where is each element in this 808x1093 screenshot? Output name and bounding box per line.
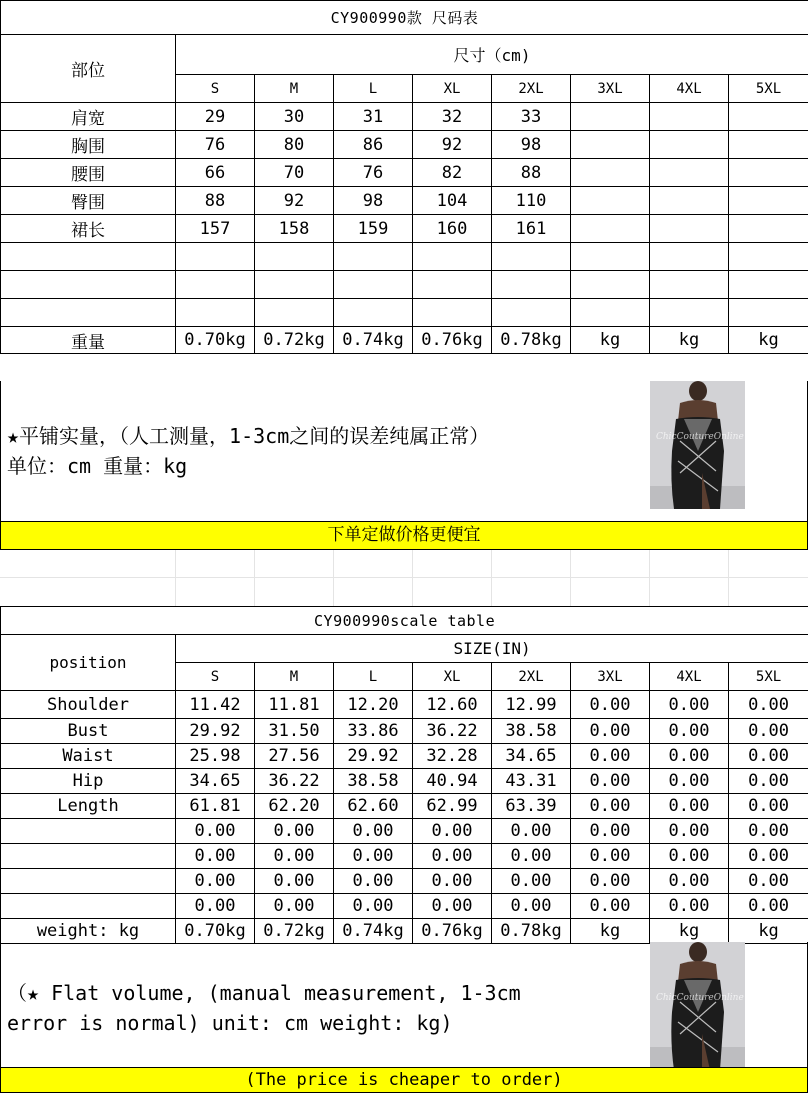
en-row-label: [1, 894, 176, 919]
en-note-line-1: （★ Flat volume, (manual measurement, 1-3cm: [7, 981, 521, 1005]
table-cell: 160: [413, 215, 492, 243]
table-cell: 0.00: [334, 819, 413, 844]
en-row-label: [1, 844, 176, 869]
cn-weight-cell: 0.74kg: [334, 327, 413, 354]
table-cell: 63.39: [492, 794, 571, 819]
cn-row-label: 裙长: [1, 215, 176, 243]
table-cell: 0.00: [571, 691, 650, 719]
en-size-table: [0, 606, 808, 944]
cn-size-header-cell: 2XL: [492, 75, 571, 103]
table-cell: 82: [413, 159, 492, 187]
en-row-label: Hip: [1, 769, 176, 794]
cn-size-header-cell: L: [334, 75, 413, 103]
table-cell: 0.00: [413, 894, 492, 919]
table-row: [1, 844, 808, 869]
table-cell: 0.00: [176, 819, 255, 844]
table-cell: 31.50: [255, 719, 334, 744]
english-size-chart: [0, 606, 808, 1093]
cn-size-header-cell: 5XL: [729, 75, 808, 103]
gap-gridline: [254, 550, 255, 606]
table-cell: 30: [255, 103, 334, 131]
en-promo-banner: (The price is cheaper to order): [0, 1067, 808, 1093]
table-cell: 43.31: [492, 769, 571, 794]
table-cell: [413, 299, 492, 327]
table-cell: 0.00: [650, 769, 729, 794]
cn-weight-cell: 0.78kg: [492, 327, 571, 354]
table-cell: 0.00: [571, 869, 650, 894]
cn-promo-banner: 下单定做价格更便宜: [0, 521, 808, 550]
cn-weight-cell: 0.72kg: [255, 327, 334, 354]
cn-note-block: [0, 381, 808, 522]
gap-gridline: [728, 550, 729, 606]
table-cell: 62.20: [255, 794, 334, 819]
table-cell: [176, 243, 255, 271]
table-cell: 110: [492, 187, 571, 215]
table-cell: 0.00: [255, 819, 334, 844]
table-cell: 157: [176, 215, 255, 243]
table-cell: [571, 159, 650, 187]
table-cell: 61.81: [176, 794, 255, 819]
table-cell: [492, 271, 571, 299]
table-cell: 25.98: [176, 744, 255, 769]
table-cell: [413, 243, 492, 271]
table-row: [1, 794, 808, 819]
cn-note-line-1: ★平铺实量，（人工测量，1-3cm之间的误差纯属正常）: [7, 424, 490, 448]
cn-weight-cell: kg: [650, 327, 729, 354]
table-row: [1, 691, 808, 719]
table-cell: 0.00: [729, 744, 808, 769]
table-cell: 27.56: [255, 744, 334, 769]
table-cell: 0.00: [334, 894, 413, 919]
table-row: [1, 894, 808, 919]
cn-note: [7, 421, 489, 481]
table-cell: [729, 131, 808, 159]
table-cell: 36.22: [255, 769, 334, 794]
table-cell: 86: [334, 131, 413, 159]
table-cell: [492, 243, 571, 271]
cn-weight-cell: 0.76kg: [413, 327, 492, 354]
table-cell: 0.00: [571, 769, 650, 794]
table-cell: 88: [492, 159, 571, 187]
table-cell: 0.00: [729, 794, 808, 819]
table-cell: [729, 271, 808, 299]
table-cell: 0.00: [650, 869, 729, 894]
table-cell: [729, 299, 808, 327]
en-table-title: CY900990scale table: [1, 607, 808, 635]
table-cell: 29.92: [176, 719, 255, 744]
cn-size-header-cell: M: [255, 75, 334, 103]
en-size-header-cell: 4XL: [650, 663, 729, 691]
cn-row-label: 臀围: [1, 187, 176, 215]
table-cell: 0.00: [650, 894, 729, 919]
en-note: [7, 978, 521, 1038]
table-cell: [650, 187, 729, 215]
cn-size-header-cell: 4XL: [650, 75, 729, 103]
table-cell: 36.22: [413, 719, 492, 744]
en-weight-cell: kg: [650, 919, 729, 944]
table-cell: 0.00: [255, 894, 334, 919]
table-cell: [729, 159, 808, 187]
gap-gridline: [333, 550, 334, 606]
cn-weight-cell: 0.70kg: [176, 327, 255, 354]
table-cell: 0.00: [413, 869, 492, 894]
table-cell: 0.00: [255, 869, 334, 894]
table-cell: 0.00: [571, 794, 650, 819]
en-size-header-cell: M: [255, 663, 334, 691]
table-cell: 0.00: [729, 819, 808, 844]
table-cell: 11.81: [255, 691, 334, 719]
dress-figure-icon: [650, 942, 745, 1070]
table-cell: 40.94: [413, 769, 492, 794]
table-cell: 0.00: [413, 819, 492, 844]
table-cell: 34.65: [492, 744, 571, 769]
table-cell: 32: [413, 103, 492, 131]
table-cell: 31: [334, 103, 413, 131]
cn-weight-cell: kg: [571, 327, 650, 354]
en-row-label: Length: [1, 794, 176, 819]
table-cell: 0.00: [650, 691, 729, 719]
table-cell: 0.00: [492, 869, 571, 894]
table-cell: [729, 243, 808, 271]
table-row: [1, 769, 808, 794]
table-cell: [729, 187, 808, 215]
table-cell: 0.00: [255, 844, 334, 869]
table-cell: [334, 299, 413, 327]
gap-gridline: [0, 577, 808, 578]
en-size-header-cell: XL: [413, 663, 492, 691]
table-cell: 0.00: [729, 719, 808, 744]
en-weight-label: weight: kg: [1, 919, 176, 944]
table-cell: 0.00: [729, 894, 808, 919]
table-cell: [650, 271, 729, 299]
table-cell: [729, 103, 808, 131]
cn-note-line-2: 单位：cm 重量：kg: [7, 454, 188, 478]
table-cell: 0.00: [650, 844, 729, 869]
en-size-header-cell: 3XL: [571, 663, 650, 691]
table-cell: 0.00: [729, 769, 808, 794]
table-cell: 104: [413, 187, 492, 215]
table-cell: [255, 271, 334, 299]
table-cell: 0.00: [176, 894, 255, 919]
table-cell: [571, 271, 650, 299]
table-cell: [571, 131, 650, 159]
en-note-line-2: error is normal) unit: cm weight: kg): [7, 1011, 453, 1035]
table-cell: 0.00: [571, 719, 650, 744]
cn-row-label: [1, 271, 176, 299]
table-cell: 38.58: [492, 719, 571, 744]
cn-table-title: CY900990款 尺码表: [1, 1, 808, 35]
en-row-label: [1, 869, 176, 894]
table-cell: 80: [255, 131, 334, 159]
table-row: [1, 131, 808, 159]
en-weight-cell: kg: [571, 919, 650, 944]
dress-figure-icon: [650, 381, 745, 509]
table-cell: 29.92: [334, 744, 413, 769]
table-cell: 0.00: [571, 744, 650, 769]
table-row: [1, 271, 808, 299]
table-row: [1, 819, 808, 844]
table-cell: [650, 215, 729, 243]
table-cell: [650, 131, 729, 159]
table-cell: 66: [176, 159, 255, 187]
table-cell: 0.00: [571, 844, 650, 869]
en-size-header-cell: 2XL: [492, 663, 571, 691]
en-size-header-cell: 5XL: [729, 663, 808, 691]
table-cell: [729, 215, 808, 243]
en-position-header: position: [1, 635, 176, 691]
cn-size-header-cell: S: [176, 75, 255, 103]
en-weight-cell: 0.78kg: [492, 919, 571, 944]
table-cell: 0.00: [492, 894, 571, 919]
table-cell: 34.65: [176, 769, 255, 794]
cn-position-header: 部位: [1, 35, 176, 103]
table-cell: 0.00: [650, 819, 729, 844]
gap-gridline: [649, 550, 650, 606]
en-note-block: [0, 942, 808, 1068]
cn-size-header-cell: 3XL: [571, 75, 650, 103]
table-cell: [650, 159, 729, 187]
spreadsheet-gap: [0, 550, 808, 606]
gap-gridline: [570, 550, 571, 606]
table-cell: [571, 103, 650, 131]
en-weight-cell: kg: [729, 919, 808, 944]
table-cell: 12.60: [413, 691, 492, 719]
table-cell: 0.00: [729, 844, 808, 869]
cn-size-table: [0, 0, 808, 354]
table-cell: 76: [176, 131, 255, 159]
cn-size-header-cell: XL: [413, 75, 492, 103]
table-cell: 70: [255, 159, 334, 187]
cn-product-photo: [650, 381, 745, 509]
en-weight-cell: 0.72kg: [255, 919, 334, 944]
table-cell: 12.99: [492, 691, 571, 719]
cn-photo-watermark: ChicCoutureOnline: [656, 432, 744, 442]
table-cell: [176, 271, 255, 299]
table-cell: 161: [492, 215, 571, 243]
table-cell: [492, 299, 571, 327]
table-cell: 0.00: [650, 744, 729, 769]
table-cell: [650, 299, 729, 327]
table-cell: 12.20: [334, 691, 413, 719]
table-cell: 38.58: [334, 769, 413, 794]
en-row-label: Waist: [1, 744, 176, 769]
table-cell: 0.00: [729, 869, 808, 894]
gap-gridline: [491, 550, 492, 606]
table-cell: [255, 299, 334, 327]
table-cell: 0.00: [650, 794, 729, 819]
table-cell: 0.00: [413, 844, 492, 869]
table-cell: 0.00: [176, 869, 255, 894]
table-cell: 62.60: [334, 794, 413, 819]
table-row: [1, 187, 808, 215]
table-cell: 0.00: [492, 844, 571, 869]
table-cell: 76: [334, 159, 413, 187]
table-cell: 0.00: [176, 844, 255, 869]
cn-row-label: 胸围: [1, 131, 176, 159]
table-cell: 158: [255, 215, 334, 243]
table-cell: 11.42: [176, 691, 255, 719]
en-weight-cell: 0.76kg: [413, 919, 492, 944]
table-cell: [571, 243, 650, 271]
table-row: [1, 243, 808, 271]
cn-weight-cell: kg: [729, 327, 808, 354]
en-row-label: [1, 819, 176, 844]
table-cell: 62.99: [413, 794, 492, 819]
table-row: [1, 103, 808, 131]
table-row: [1, 719, 808, 744]
cn-row-label: 肩宽: [1, 103, 176, 131]
table-cell: 88: [176, 187, 255, 215]
cn-row-label: 腰围: [1, 159, 176, 187]
en-size-header-cell: S: [176, 663, 255, 691]
table-row: [1, 299, 808, 327]
gap-gridline: [175, 550, 176, 606]
en-weight-cell: 0.70kg: [176, 919, 255, 944]
en-row-label: Bust: [1, 719, 176, 744]
table-cell: [650, 243, 729, 271]
table-cell: [334, 243, 413, 271]
gap-gridline: [412, 550, 413, 606]
table-cell: 92: [413, 131, 492, 159]
cn-size-header: 尺寸（cm): [176, 35, 808, 75]
table-cell: [571, 299, 650, 327]
table-cell: 92: [255, 187, 334, 215]
table-cell: 0.00: [571, 894, 650, 919]
table-cell: 0.00: [334, 869, 413, 894]
table-row: [1, 215, 808, 243]
table-cell: 98: [334, 187, 413, 215]
table-cell: [571, 187, 650, 215]
table-cell: [413, 271, 492, 299]
table-row: [1, 744, 808, 769]
table-cell: 0.00: [334, 844, 413, 869]
en-weight-cell: 0.74kg: [334, 919, 413, 944]
cn-weight-label: 重量: [1, 327, 176, 354]
table-cell: 29: [176, 103, 255, 131]
table-row: [1, 159, 808, 187]
table-cell: [334, 271, 413, 299]
en-size-header-cell: L: [334, 663, 413, 691]
table-cell: [176, 299, 255, 327]
table-cell: [650, 103, 729, 131]
table-cell: [571, 215, 650, 243]
en-row-label: Shoulder: [1, 691, 176, 719]
en-photo-watermark: ChicCoutureOnline: [656, 993, 744, 1003]
table-cell: 159: [334, 215, 413, 243]
table-cell: 0.00: [492, 819, 571, 844]
table-cell: [255, 243, 334, 271]
table-cell: 0.00: [650, 719, 729, 744]
en-size-header: SIZE(IN): [176, 635, 808, 663]
table-row: [1, 869, 808, 894]
cn-row-label: [1, 243, 176, 271]
en-product-photo: [650, 942, 745, 1070]
table-cell: 98: [492, 131, 571, 159]
table-cell: 33.86: [334, 719, 413, 744]
cn-row-label: [1, 299, 176, 327]
table-cell: 32.28: [413, 744, 492, 769]
table-cell: 0.00: [729, 691, 808, 719]
table-cell: 33: [492, 103, 571, 131]
table-cell: 0.00: [571, 819, 650, 844]
